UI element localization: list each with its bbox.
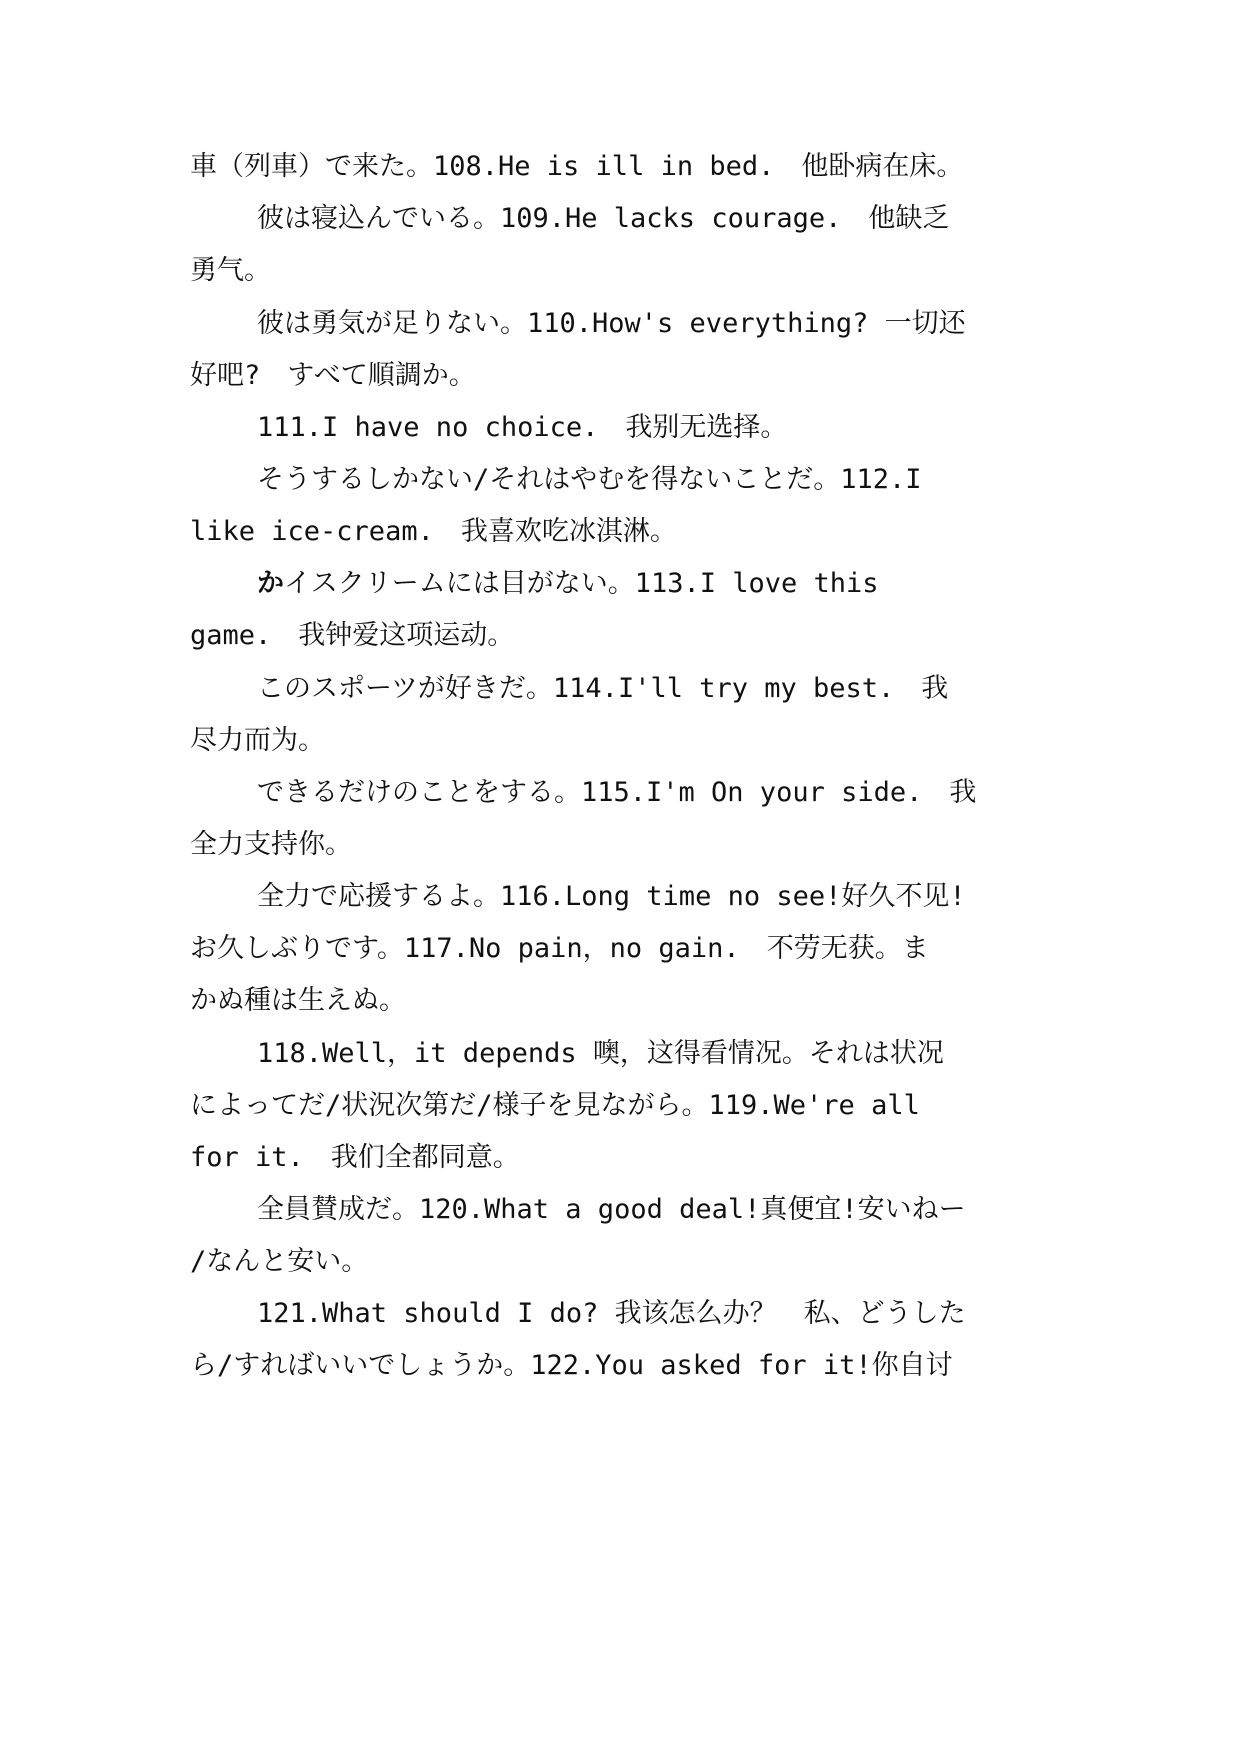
text-line-17: かぬ種は生えぬ。 (190, 985, 406, 1016)
text-line-22: /なんと安い。 (190, 1246, 369, 1277)
text-line-24: ら/すればいいでしょうか。122.You asked for it!你自讨 (190, 1350, 953, 1381)
text-line-7: そうするしかない/それはやむを得ないことだ。112.I (257, 464, 922, 495)
text-line-12: 尽力而为。 (190, 725, 325, 756)
text-line-21: 全員賛成だ。120.What a good deal!真便宜!安いねー (257, 1194, 966, 1225)
text-line-16: お久しぶりです。117.No pain，no gain. 不劳无获。ま (190, 933, 929, 964)
line-prefix: か (257, 568, 284, 599)
text-line-6: 111.I have no choice. 我别无选择。 (257, 412, 788, 443)
text-line-3: 勇气。 (190, 255, 271, 286)
line-text: イスクリームには目がない。113.I love this (284, 568, 879, 599)
text-line-2: 彼は寝込んでいる。109.He lacks courage. 他缺乏 (257, 203, 950, 234)
text-line-23: 121.What should I do? 我该怎么办？ 私、どうした (257, 1298, 966, 1329)
text-line-13: できるだけのことをする。115.I'm On your side. 我 (257, 777, 977, 808)
text-line-20: for it. 我们全都同意。 (190, 1142, 520, 1173)
text-line-5: 好吧? すべて順調か。 (190, 360, 476, 391)
text-line-9 (257, 564, 1090, 604)
text-line-15: 全力で応援するよ。116.Long time no see!好久不见! (257, 881, 966, 912)
text-line-18: 118.Well，it depends 噢，这得看情况。それは状况 (257, 1038, 944, 1069)
text-line-10: game. 我钟爱这项运动。 (190, 620, 515, 651)
text-line-11: このスポーツが好きだ。114.I'll try my best. 我 (257, 673, 949, 704)
text-line-19: によってだ/状況次第だ/様子を見ながら。119.We're all (190, 1090, 920, 1121)
text-line-4: 彼は勇気が足りない。110.How's everything? 一切还 (257, 308, 966, 339)
text-line-8: like ice-cream. 我喜欢吃冰淇淋。 (190, 516, 677, 547)
text-line-14: 全力支持你。 (190, 829, 352, 860)
text-line-1: 車（列車）で来た。108.He is ill in bed. 他卧病在床。 (190, 151, 964, 182)
